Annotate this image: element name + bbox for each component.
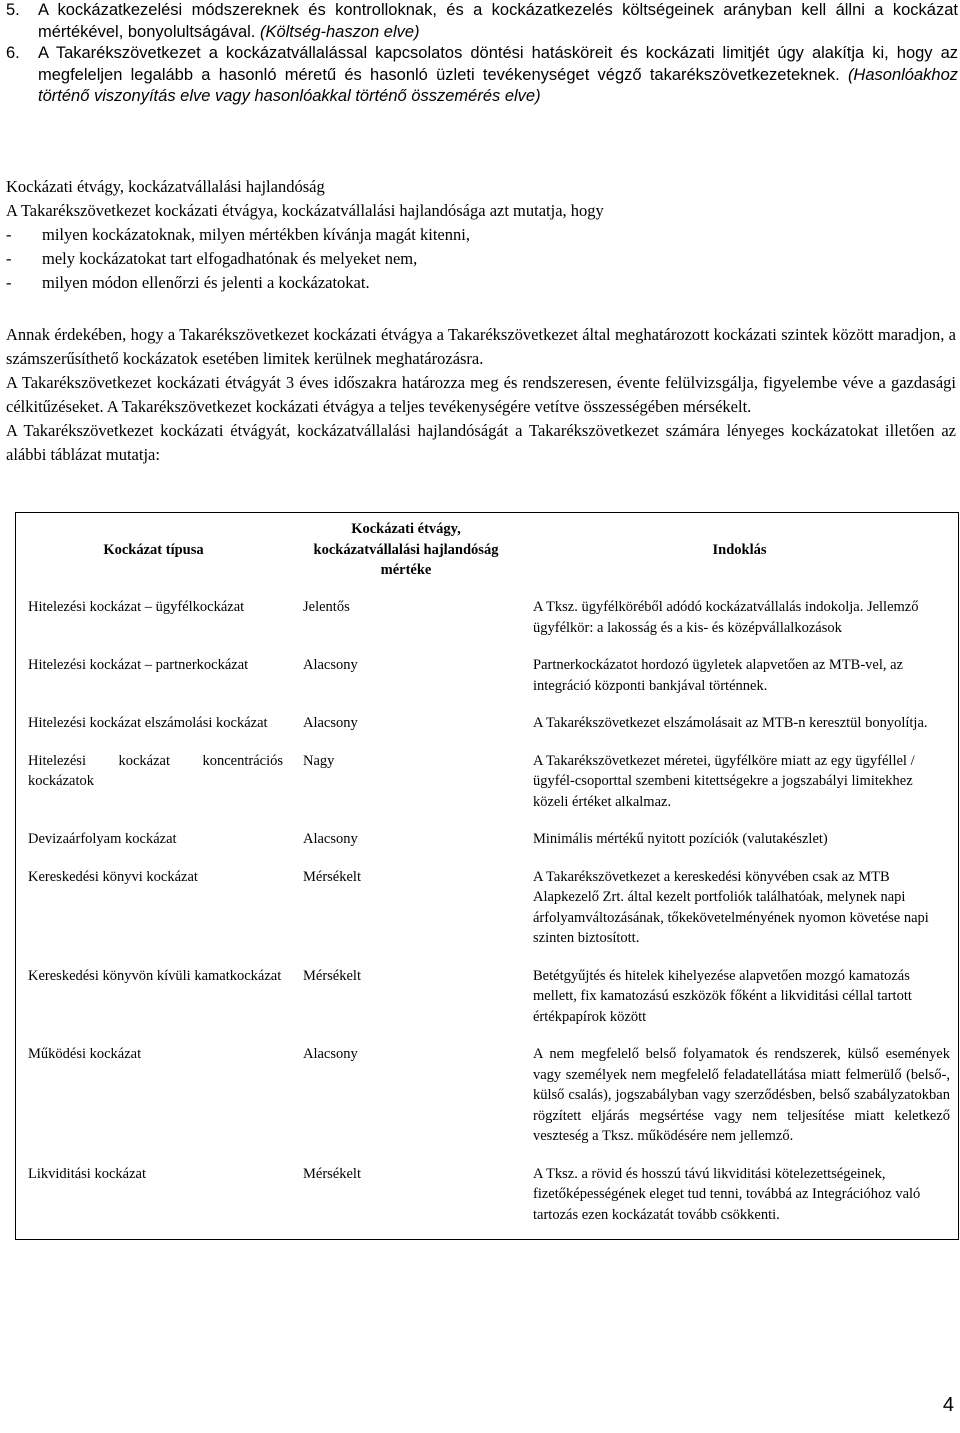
justification-cell: A Takarékszövetkezet a kereskedési könyvében csak az MTB Alapkezelő Zrt. által kezelt portfoliók találhatóak, melynek napi árfolyamváltozásának, tőkekövetelményének nyomon követése napi szinten biztosított.: [533, 868, 929, 946]
risk-type-cell: Likviditási kockázat: [28, 1165, 146, 1182]
table-row: [16, 710, 959, 748]
list-item-text: A Takarékszövetkezet a kockázatvállalással kapcsolatos döntési hatásköreit és kockázati limitjét úgy alakítja ki, hogy az megfeleljen legalább a hasonló méretű és hasonló üzleti tevékenységet végző takarékszövetkezeteknek. (Hasonlóakhoz történő viszonyítás elve vagy hasonlóakkal történő összemérés elve): [38, 44, 958, 105]
table-row: [16, 1161, 959, 1240]
bullet-dash: -: [6, 273, 12, 292]
appetite-cell: Mérsékelt: [303, 868, 361, 885]
table-row: [16, 1041, 959, 1161]
justification-cell: A Takarékszövetkezet elszámolásait az MTB-n keresztül bonyolítja.: [533, 715, 928, 731]
justification-cell: Minimális mértékű nyitott pozíciók (valutakészlet): [533, 831, 828, 847]
column-header-justification: Indoklás: [712, 541, 767, 558]
list-item-number: 6.: [6, 44, 20, 62]
risk-type-cell: Hitelezési kockázat elszámolási kockázat: [28, 715, 268, 731]
appetite-cell: Alacsony: [303, 831, 358, 847]
paragraph: Annak érdekében, hogy a Takarékszövetkezet kockázati étvágya a Takarékszövetkezet által meghatározott kockázati szintek között maradjon, a számszerűsíthető kockázatok esetében limitek kerülnek meghatározásra.: [6, 325, 956, 368]
appetite-cell: Mérsékelt: [303, 967, 361, 984]
list-item-number: 5.: [6, 1, 20, 19]
bullet-item: - mely kockázatokat tart elfogadhatónak és melyeket nem,: [6, 247, 956, 271]
risk-type-cell: Kereskedési könyvön kívüli kamatkockázat: [28, 967, 282, 984]
risk-appetite-paragraphs: [6, 323, 956, 467]
justification-cell: A nem megfelelő belső folyamatok és rendszerek, külső események vagy személyek nem megfelelő feladatellátása miatt felmerülő (belső-, külső csalás), jogszabályban vagy szerződésben, belső szabályzatokban rögzített eljárás megsértése vagy nem teljesítése miatt keletkező veszteség a Tksz. működésére nem jellemző.: [533, 1046, 950, 1144]
risk-type-cell: Kereskedési könyvi kockázat: [28, 868, 198, 885]
risk-type-cell: Hitelezési kockázat – ügyfélkockázat: [28, 599, 245, 615]
list-item-note: (Hasonlóakhoz történő viszonyítás elve vagy hasonlóakkal történő összemérés elve): [38, 65, 958, 105]
table-row: [16, 652, 959, 710]
paragraph: A Takarékszövetkezet kockázati étvágyát 3 éves időszakra határozza meg és rendszeresen, évente felülvizsgálja, figyelembe véve a gazdasági célkitűzéseket. A Takarékszövetkezet kockázati étvágya a teljes tevékenységére vetítve összességében mérsékelt.: [6, 373, 956, 416]
risk-type-cell: Hitelezési kockázat – partnerkockázat: [28, 657, 249, 673]
list-item-note: (Költség-haszon elve): [259, 22, 420, 41]
risk-type-cell: Hitelezési kockázat koncentrációs kockázatok: [28, 752, 283, 789]
appetite-cell: Nagy: [303, 752, 335, 769]
appetite-cell: Alacsony: [303, 657, 358, 673]
table-row: [16, 748, 959, 827]
page-number: 4: [942, 1394, 954, 1416]
justification-cell: Partnerkockázatot hordozó ügyletek alapvetően az MTB-vel, az integráció központi bankjával történnek.: [533, 657, 903, 694]
risk-type-cell: Működési kockázat: [28, 1046, 142, 1062]
column-header-appetite: Kockázati étvágy, kockázatvállalási hajlandóság mértéke: [313, 521, 499, 579]
numbered-list: [0, 0, 958, 108]
table-header-row: [16, 513, 959, 588]
table-row: [16, 826, 959, 864]
list-item: [0, 43, 958, 108]
bullet-item: - milyen módon ellenőrzi és jelenti a kockázatokat.: [6, 271, 956, 295]
list-item: [0, 0, 958, 43]
justification-cell: Betétgyűjtés és hitelek kihelyezése alapvetően mozgó kamatozás mellett, fix kamatozású eszközök főként a likviditási céllal tartott értékpapírok között: [533, 967, 912, 1025]
bullet-dash: -: [6, 225, 12, 244]
table-row: [16, 587, 959, 652]
appetite-cell: Mérsékelt: [303, 1165, 361, 1182]
column-header-risk-type: Kockázat típusa: [103, 541, 204, 558]
bullet-dash: -: [6, 249, 12, 268]
appetite-cell: Alacsony: [303, 1046, 358, 1062]
paragraph: A Takarékszövetkezet kockázati étvágyát, kockázatvállalási hajlandóságát a Takarékszövetkezet számára lényeges kockázatokat illetően az alábbi táblázat mutatja:: [6, 421, 956, 464]
section-heading: Kockázati étvágy, kockázatvállalási hajlandóság: [6, 177, 325, 196]
justification-cell: A Takarékszövetkezet méretei, ügyfélköre miatt az egy ügyféllel / ügyfél-csoporttal szembeni kitettségekre a jogszabályi limitekhez közeli értéket alkalmaz.: [533, 752, 915, 810]
justification-cell: A Tksz. a rövid és hosszú távú likviditási kötelezettségeinek, fizetőképességének eleget tud tenni, továbbá az Integrációhoz való tartozás ezen kockázatát tovább csökkenti.: [533, 1165, 921, 1223]
table-row: [16, 963, 959, 1042]
list-item-text: A kockázatkezelési módszereknek és kontrolloknak, és a kockázatkezelés költségeinek arányban kell állni a kockázat mértékével, bonyolultságával. (Költség-haszon elve): [38, 1, 958, 41]
table-row: [16, 864, 959, 963]
risk-type-cell: Devizaárfolyam kockázat: [28, 831, 177, 847]
appetite-cell: Jelentős: [303, 599, 350, 615]
justification-cell: A Tksz. ügyfélköréből adódó kockázatvállalás indokolja. Jellemző ügyfélkör: a lakosság és a kis- és középvállalkozások: [533, 599, 919, 636]
bullet-item: - milyen kockázatoknak, milyen mértékben kívánja magát kitenni,: [6, 223, 956, 247]
section-intro: A Takarékszövetkezet kockázati étvágya, kockázatvállalási hajlandósága azt mutatja, hogy: [6, 201, 604, 220]
risk-appetite-table: [15, 512, 959, 1240]
risk-appetite-section: [6, 175, 956, 295]
appetite-cell: Alacsony: [303, 715, 358, 731]
